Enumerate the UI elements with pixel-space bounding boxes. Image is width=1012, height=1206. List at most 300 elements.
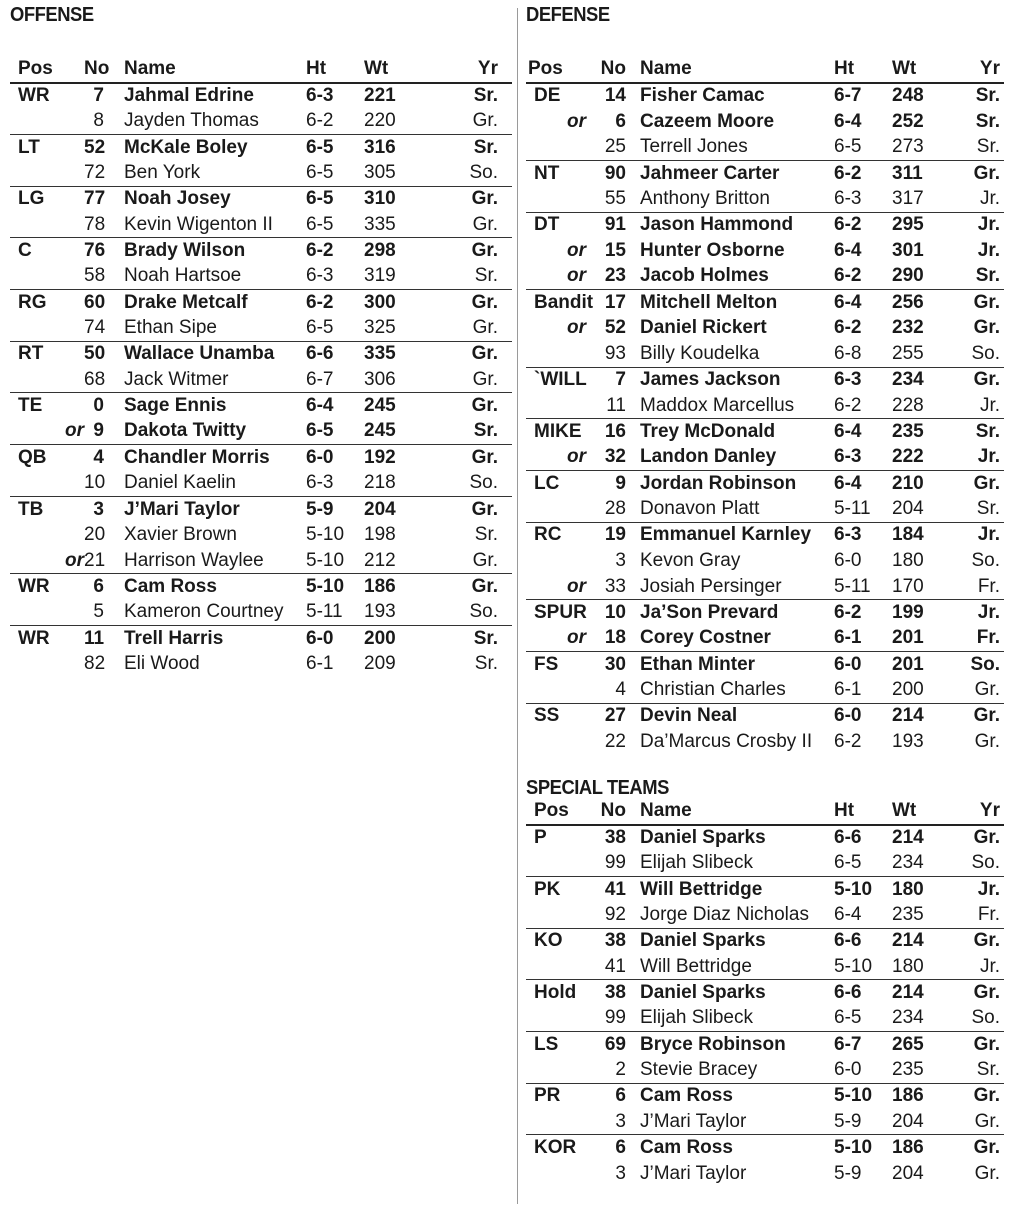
player-weight: 311 xyxy=(892,160,954,186)
jersey-number: 3 xyxy=(615,1110,626,1132)
jersey-number: 11 xyxy=(606,394,626,416)
player-height: 5-11 xyxy=(834,575,871,597)
player-height: 6-5 xyxy=(834,1007,862,1029)
jersey-number: 3 xyxy=(84,496,110,522)
player-name: Cam Ross xyxy=(626,1083,834,1109)
player-height: 6-7 xyxy=(834,1032,892,1058)
header-no: No xyxy=(600,800,626,822)
player-weight: 310 xyxy=(364,186,426,212)
depth-row xyxy=(526,1083,1004,1109)
player-height: 6-2 xyxy=(834,317,862,339)
player-year: Gr. xyxy=(472,317,498,339)
jersey-number: 38 xyxy=(586,928,626,954)
position-label xyxy=(526,186,586,212)
player-year: So. xyxy=(469,162,498,184)
player-weight: 317 xyxy=(892,187,924,209)
depth-row xyxy=(10,471,512,497)
position-label: PR xyxy=(526,1083,586,1109)
player-year: Gr. xyxy=(954,1083,1004,1109)
jersey-number: 3 xyxy=(615,549,626,571)
player-weight: 180 xyxy=(892,877,954,903)
depth-row xyxy=(526,290,1004,316)
position-label: KOR xyxy=(526,1135,586,1161)
position-label: NT xyxy=(526,160,586,186)
player-year: So. xyxy=(971,1007,1000,1029)
jersey-number: 77 xyxy=(84,186,110,212)
depth-row xyxy=(10,135,512,161)
player-height: 6-2 xyxy=(306,290,364,316)
depth-row xyxy=(10,160,512,186)
player-year: Gr. xyxy=(426,238,512,264)
player-height: 6-4 xyxy=(834,471,892,497)
player-name: Cazeem Moore xyxy=(640,110,775,132)
header-no: No xyxy=(600,58,626,80)
jersey-number: 22 xyxy=(604,730,626,752)
jersey-number: 74 xyxy=(84,317,106,339)
player-name: Jack Witmer xyxy=(124,368,229,390)
player-height: 6-2 xyxy=(834,600,892,626)
player-name: Ethan Minter xyxy=(626,651,834,677)
defense-header-row xyxy=(526,57,1004,83)
position-label: TB xyxy=(10,496,84,522)
player-name: Ja’Son Prevard xyxy=(626,600,834,626)
jersey-number: 19 xyxy=(586,522,626,548)
depth-row xyxy=(526,238,1004,264)
header-ht: Ht xyxy=(834,57,892,83)
player-height: 6-4 xyxy=(834,239,862,261)
player-height: 5-9 xyxy=(834,1110,862,1132)
player-weight: 200 xyxy=(364,626,426,652)
defense-title: DEFENSE xyxy=(526,4,610,26)
position-label xyxy=(10,522,84,548)
alternate-marker: or xyxy=(567,627,586,649)
depth-row xyxy=(526,980,1004,1006)
jersey-number: 20 xyxy=(84,524,106,546)
offense-depth-table xyxy=(10,57,512,677)
player-height: 6-0 xyxy=(306,445,364,471)
jersey-number: 2 xyxy=(615,1059,626,1081)
jersey-number: 9 xyxy=(93,420,104,442)
player-weight: 300 xyxy=(364,290,426,316)
depth-row xyxy=(526,419,1004,445)
player-weight: 204 xyxy=(364,496,426,522)
player-year: Gr. xyxy=(954,703,1004,729)
player-weight: 295 xyxy=(892,212,954,238)
depth-row xyxy=(526,1057,1004,1083)
player-height: 5-10 xyxy=(834,877,892,903)
position-label: DE xyxy=(526,83,586,109)
player-year: Jr. xyxy=(954,522,1004,548)
player-name: Hunter Osborne xyxy=(640,239,785,261)
jersey-number: 6 xyxy=(586,1135,626,1161)
position-label xyxy=(526,135,586,161)
jersey-number: 92 xyxy=(604,904,626,926)
alternate-marker: or xyxy=(65,549,84,571)
player-year: Gr. xyxy=(973,317,1000,339)
depth-row xyxy=(526,729,1004,755)
player-name: McKale Boley xyxy=(110,135,306,161)
player-name: Jahmeer Carter xyxy=(626,160,834,186)
depth-row xyxy=(526,1135,1004,1161)
player-year: Gr. xyxy=(426,574,512,600)
depth-row xyxy=(526,1006,1004,1032)
jersey-number: 38 xyxy=(586,825,626,851)
jersey-number: 11 xyxy=(84,626,110,652)
depth-row xyxy=(10,367,512,393)
player-name: Mitchell Melton xyxy=(626,290,834,316)
player-name: J’Mari Taylor xyxy=(640,1162,747,1184)
player-weight: 305 xyxy=(364,162,396,184)
player-year: Gr. xyxy=(426,393,512,419)
player-name: Devin Neal xyxy=(626,703,834,729)
player-year: Gr. xyxy=(954,160,1004,186)
player-weight: 298 xyxy=(364,238,426,264)
position-label: PK xyxy=(526,877,586,903)
jersey-number: 0 xyxy=(84,393,110,419)
player-name: Elijah Slibeck xyxy=(640,1007,753,1029)
jersey-number: 27 xyxy=(586,703,626,729)
depth-row xyxy=(526,445,1004,471)
position-label xyxy=(526,341,586,367)
player-name: Jason Hammond xyxy=(626,212,834,238)
header-yr: Yr xyxy=(954,57,1004,83)
player-height: 6-5 xyxy=(306,317,334,339)
player-year: So. xyxy=(971,852,1000,874)
player-height: 5-10 xyxy=(834,955,873,977)
position-label: RG xyxy=(10,290,84,316)
player-height: 5-11 xyxy=(306,601,343,623)
player-year: Fr. xyxy=(977,904,1000,926)
player-name: Trey McDonald xyxy=(626,419,834,445)
player-year: Gr. xyxy=(426,496,512,522)
special-teams-title: SPECIAL TEAMS xyxy=(526,777,669,799)
player-height: 6-1 xyxy=(834,627,862,649)
position-label xyxy=(10,160,84,186)
depth-row xyxy=(526,954,1004,980)
player-name: Landon Danley xyxy=(640,446,777,468)
position-label: WR xyxy=(10,83,84,109)
alternate-marker: or xyxy=(567,575,586,597)
player-year: Sr. xyxy=(975,265,1000,287)
player-weight: 186 xyxy=(364,574,426,600)
player-weight: 316 xyxy=(364,135,426,161)
jersey-number: 30 xyxy=(586,651,626,677)
player-year: Gr. xyxy=(472,549,498,571)
player-name: James Jackson xyxy=(626,367,834,393)
player-height: 6-7 xyxy=(306,368,334,390)
position-label xyxy=(10,109,84,135)
depth-row xyxy=(526,677,1004,703)
depth-row xyxy=(526,626,1004,652)
player-weight: 335 xyxy=(364,341,426,367)
position-label: SPUR xyxy=(526,600,586,626)
player-weight: 290 xyxy=(892,265,924,287)
jersey-number: 99 xyxy=(604,852,626,874)
player-year: So. xyxy=(954,651,1004,677)
player-name: Jordan Robinson xyxy=(626,471,834,497)
player-height: 6-5 xyxy=(306,135,364,161)
player-weight: 180 xyxy=(892,549,924,571)
jersey-number: 5 xyxy=(93,601,104,623)
player-weight: 214 xyxy=(892,825,954,851)
player-height: 6-3 xyxy=(306,83,364,109)
player-name: Anthony Britton xyxy=(640,187,770,209)
position-label: LC xyxy=(526,471,586,497)
player-name: Noah Hartsoe xyxy=(124,265,242,287)
player-weight: 235 xyxy=(892,904,924,926)
header-pos-no xyxy=(10,57,110,83)
jersey-number: 32 xyxy=(604,446,626,468)
player-name: Daniel Kaelin xyxy=(124,472,236,494)
jersey-number: 6 xyxy=(84,574,110,600)
player-weight: 214 xyxy=(892,980,954,1006)
jersey-number: 7 xyxy=(84,83,110,109)
player-weight: 193 xyxy=(892,730,924,752)
jersey-number: 3 xyxy=(615,1162,626,1184)
alternate-marker: or xyxy=(567,446,586,468)
player-name: Stevie Bracey xyxy=(640,1059,758,1081)
player-height: 6-6 xyxy=(834,825,892,851)
depth-row xyxy=(526,135,1004,161)
jersey-number: 6 xyxy=(586,1083,626,1109)
position-label: `WILL xyxy=(526,367,586,393)
jersey-number: 41 xyxy=(586,877,626,903)
player-year: Sr. xyxy=(975,110,1000,132)
player-height: 6-0 xyxy=(306,626,364,652)
player-height: 6-3 xyxy=(834,187,862,209)
player-year: Gr. xyxy=(472,213,498,235)
player-name: Ethan Sipe xyxy=(124,317,217,339)
player-year: Sr. xyxy=(474,265,498,287)
player-name: Drake Metcalf xyxy=(110,290,306,316)
player-year: Gr. xyxy=(954,471,1004,497)
header-pos-no xyxy=(526,57,626,83)
player-weight: 210 xyxy=(892,471,954,497)
player-name: Kevon Gray xyxy=(640,549,741,571)
player-name: Da’Marcus Crosby II xyxy=(640,730,813,752)
alternate-marker: or xyxy=(567,110,586,132)
jersey-number: 10 xyxy=(84,472,106,494)
header-yr: Yr xyxy=(426,57,512,83)
player-weight: 306 xyxy=(364,368,396,390)
player-height: 6-5 xyxy=(834,136,862,158)
player-weight: 218 xyxy=(364,472,396,494)
jersey-number: 78 xyxy=(84,213,106,235)
position-label xyxy=(526,496,586,522)
player-height: 6-3 xyxy=(306,472,334,494)
jersey-number: 38 xyxy=(586,980,626,1006)
position-label: WR xyxy=(10,626,84,652)
player-year: Gr. xyxy=(426,186,512,212)
depth-row xyxy=(526,1032,1004,1058)
player-weight: 252 xyxy=(892,110,924,132)
player-name: Emmanuel Karnley xyxy=(626,522,834,548)
depth-row xyxy=(526,851,1004,877)
player-year: Gr. xyxy=(954,1135,1004,1161)
jersey-number: 4 xyxy=(615,678,626,700)
player-name: Donavon Platt xyxy=(640,498,760,520)
position-label: SS xyxy=(526,703,586,729)
player-weight: 199 xyxy=(892,600,954,626)
jersey-number: 50 xyxy=(84,341,110,367)
player-height: 6-1 xyxy=(834,678,862,700)
player-weight: 232 xyxy=(892,317,924,339)
depth-row xyxy=(526,393,1004,419)
player-weight: 212 xyxy=(364,549,396,571)
player-weight: 234 xyxy=(892,367,954,393)
player-year: Jr. xyxy=(979,187,1000,209)
player-year: Sr. xyxy=(426,135,512,161)
position-label xyxy=(10,367,84,393)
player-year: Gr. xyxy=(426,445,512,471)
player-height: 6-5 xyxy=(306,162,334,184)
player-name: Brady Wilson xyxy=(110,238,306,264)
player-height: 6-2 xyxy=(306,110,334,132)
depth-row xyxy=(526,109,1004,135)
player-height: 6-0 xyxy=(834,549,862,571)
player-name: Dakota Twitty xyxy=(124,420,247,442)
player-height: 6-4 xyxy=(834,110,862,132)
player-year: Gr. xyxy=(954,825,1004,851)
player-weight: 245 xyxy=(364,393,426,419)
offense-title: OFFENSE xyxy=(10,4,94,26)
player-height: 6-0 xyxy=(834,703,892,729)
player-name: Will Bettridge xyxy=(626,877,834,903)
jersey-number: 10 xyxy=(586,600,626,626)
jersey-number: 15 xyxy=(604,239,626,261)
player-weight: 201 xyxy=(892,651,954,677)
player-year: So. xyxy=(971,342,1000,364)
position-label xyxy=(526,393,586,419)
jersey-number: 52 xyxy=(604,317,626,339)
depth-row xyxy=(526,186,1004,212)
jersey-number: 60 xyxy=(84,290,110,316)
player-year: Jr. xyxy=(954,600,1004,626)
depth-row xyxy=(10,238,512,264)
player-weight: 234 xyxy=(892,1007,924,1029)
player-name: Fisher Camac xyxy=(626,83,834,109)
depth-row xyxy=(526,315,1004,341)
jersey-number: 23 xyxy=(604,265,626,287)
jersey-number: 21 xyxy=(84,549,106,571)
player-year: Gr. xyxy=(974,1110,1000,1132)
player-weight: 234 xyxy=(892,852,924,874)
defense-rows xyxy=(526,83,1004,755)
position-label xyxy=(526,677,586,703)
player-height: 6-5 xyxy=(306,186,364,212)
player-year: Gr. xyxy=(426,341,512,367)
position-label: WR xyxy=(10,574,84,600)
player-weight: 235 xyxy=(892,1059,924,1081)
player-year: Sr. xyxy=(976,136,1000,158)
player-year: Gr. xyxy=(974,678,1000,700)
player-height: 6-4 xyxy=(306,393,364,419)
player-year: Sr. xyxy=(954,83,1004,109)
player-height: 6-5 xyxy=(834,852,862,874)
player-year: Sr. xyxy=(954,419,1004,445)
player-name: Cam Ross xyxy=(626,1135,834,1161)
player-height: 6-0 xyxy=(834,1059,862,1081)
player-year: So. xyxy=(469,601,498,623)
header-ht: Ht xyxy=(306,57,364,83)
player-year: Sr. xyxy=(426,83,512,109)
depth-row xyxy=(526,264,1004,290)
player-year: Sr. xyxy=(426,626,512,652)
offense-rows xyxy=(10,83,512,677)
position-label xyxy=(10,264,84,290)
position-label: FS xyxy=(526,651,586,677)
position-label: C xyxy=(10,238,84,264)
depth-row xyxy=(10,290,512,316)
jersey-number: 17 xyxy=(586,290,626,316)
player-name: Harrison Waylee xyxy=(124,549,264,571)
position-label: TE xyxy=(10,393,84,419)
player-weight: 248 xyxy=(892,83,954,109)
player-weight: 222 xyxy=(892,446,924,468)
player-height: 6-2 xyxy=(834,160,892,186)
jersey-number: 6 xyxy=(615,110,626,132)
position-label: P xyxy=(526,825,586,851)
alternate-marker: or xyxy=(567,317,586,339)
header-wt: Wt xyxy=(892,57,954,83)
player-name: Sage Ennis xyxy=(110,393,306,419)
jersey-number: 69 xyxy=(586,1032,626,1058)
player-weight: 214 xyxy=(892,928,954,954)
player-weight: 200 xyxy=(892,678,924,700)
depth-row xyxy=(10,186,512,212)
player-weight: 214 xyxy=(892,703,954,729)
jersey-number: 25 xyxy=(604,136,626,158)
position-label xyxy=(526,1161,586,1187)
player-year: Sr. xyxy=(474,653,498,675)
player-year: Gr. xyxy=(472,110,498,132)
player-name: Billy Koudelka xyxy=(640,342,760,364)
player-weight: 325 xyxy=(364,317,396,339)
position-label xyxy=(10,315,84,341)
player-weight: 335 xyxy=(364,213,396,235)
player-weight: 204 xyxy=(892,498,924,520)
player-name: Jorge Diaz Nicholas xyxy=(640,904,809,926)
player-name: Noah Josey xyxy=(110,186,306,212)
depth-row xyxy=(526,83,1004,109)
header-yr: Yr xyxy=(954,799,1004,825)
special-teams-section xyxy=(526,777,1004,1187)
player-name: Daniel Sparks xyxy=(626,825,834,851)
depth-row xyxy=(10,522,512,548)
depth-row xyxy=(526,902,1004,928)
player-height: 5-9 xyxy=(834,1162,862,1184)
player-weight: 201 xyxy=(892,627,924,649)
player-name: J’Mari Taylor xyxy=(640,1110,747,1132)
position-label xyxy=(10,651,84,677)
player-year: Gr. xyxy=(954,367,1004,393)
jersey-number: 7 xyxy=(586,367,626,393)
depth-row xyxy=(10,574,512,600)
player-year: Gr. xyxy=(472,368,498,390)
jersey-number: 9 xyxy=(586,471,626,497)
player-name: Corey Costner xyxy=(640,627,771,649)
player-weight: 170 xyxy=(892,575,924,597)
player-height: 6-4 xyxy=(834,290,892,316)
depth-row xyxy=(10,212,512,238)
player-name: Maddox Marcellus xyxy=(640,394,795,416)
position-label xyxy=(526,1006,586,1032)
player-name: Daniel Sparks xyxy=(626,928,834,954)
player-name: Jayden Thomas xyxy=(124,110,259,132)
depth-row xyxy=(526,341,1004,367)
column-divider xyxy=(517,8,518,1204)
player-weight: 180 xyxy=(892,955,924,977)
